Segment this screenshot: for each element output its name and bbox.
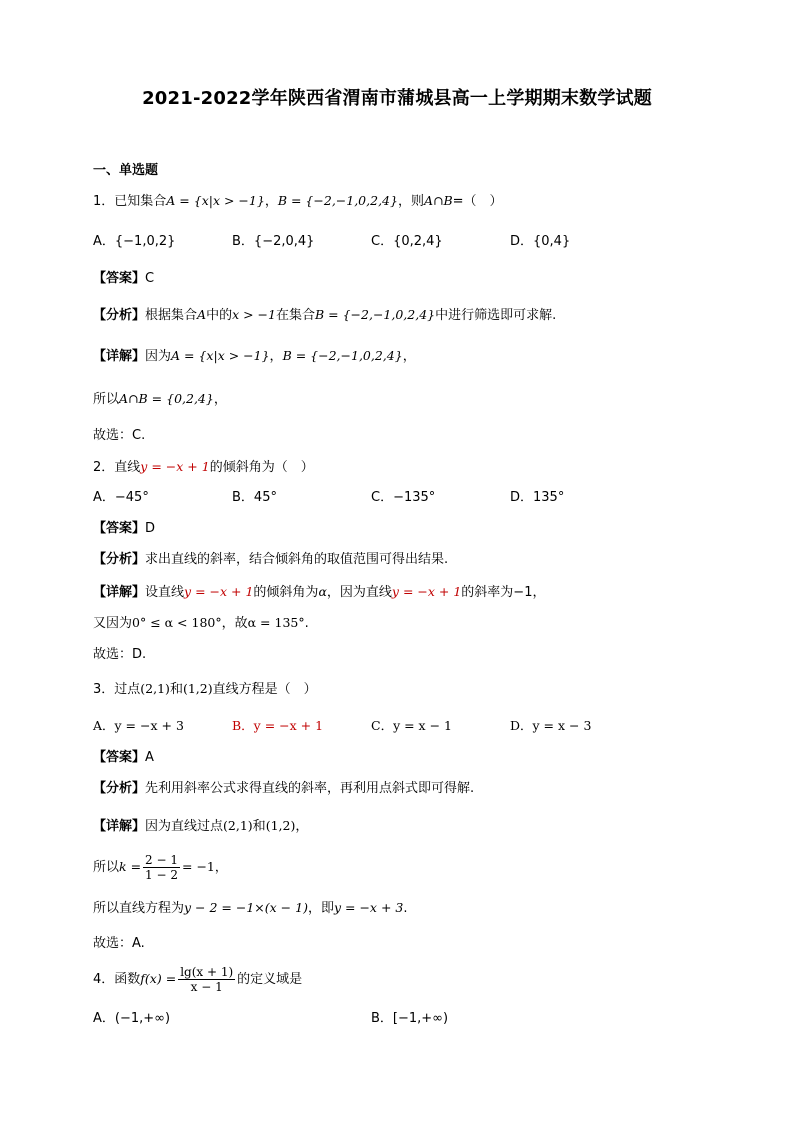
conclusion: 故选：C. xyxy=(93,428,146,443)
option-d: D．135° xyxy=(510,490,565,505)
question-number: 1． xyxy=(93,194,115,209)
question-number: 2． xyxy=(93,460,115,475)
detail-line: 又因为0° ≤ α < 180°，故α = 135°. xyxy=(93,615,309,631)
question-2: 2．直线y = −x + 1的倾斜角为（ ） xyxy=(93,459,314,475)
analysis: 【分析】先利用斜率公式求得直线的斜率，再利用点斜式即可得解. xyxy=(93,781,475,796)
section-title: 一、单选题 xyxy=(93,163,159,178)
detail-line: 所以A∩B = {0,2,4}， xyxy=(93,391,227,407)
question-3: 3．过点(2,1)和(1,2)直线方程是（ ） xyxy=(93,681,317,697)
analysis: 【分析】根据集合A中的x > −1在集合B = {−2,−1,0,2,4}中进行筛选即可求解. xyxy=(93,307,557,323)
conclusion: 故选：A. xyxy=(93,936,145,951)
function-fraction: $\frac{\lg(x + 1)}{x - 1}$ xyxy=(180,965,234,994)
page-title: 2021-2022学年陕西省渭南市蒲城县高一上学期期末数学试题 xyxy=(142,88,652,109)
question-4: 4．函数f(x) = $\frac{\lg(x + 1)}{x - 1}$ 的定义域是 xyxy=(93,965,303,994)
slope-fraction: $\frac{2 - 1}{1 - 2}$ xyxy=(145,853,178,882)
answer: 【答案】A xyxy=(93,750,154,765)
option-a: A．(−1,+∞) xyxy=(93,1011,171,1026)
option-b: B．[−1,+∞) xyxy=(371,1011,449,1026)
option-a: A．−45° xyxy=(93,490,149,505)
option-b: B．45° xyxy=(232,490,277,505)
detail: 【详解】因为直线过点(2,1)和(1,2)， xyxy=(93,818,309,834)
option-d: D．{0,4} xyxy=(510,234,571,249)
option-c: C．−135° xyxy=(371,490,436,505)
detail: 【详解】设直线y = −x + 1的倾斜角为α，因为直线y = −x + 1的斜率为−1， xyxy=(93,584,546,600)
question-number: 3． xyxy=(93,682,115,697)
answer: 【答案】D xyxy=(93,521,156,536)
option-a: A．{−1,0,2} xyxy=(93,234,176,249)
analysis: 【分析】求出直线的斜率，结合倾斜角的取值范围可得出结果. xyxy=(93,552,449,567)
option-b: B．y = −x + 1 xyxy=(232,718,324,733)
question-1: 1．已知集合A = {x|x > −1}，B = {−2,−1,0,2,4}，则A∩B=（ ） xyxy=(93,193,503,209)
slope-line: 所以k = $\frac{2 - 1}{1 - 2}$ = −1， xyxy=(93,853,228,882)
option-b: B．{−2,0,4} xyxy=(232,234,315,249)
conclusion: 故选：D. xyxy=(93,647,147,662)
option-c: C．{0,2,4} xyxy=(371,234,443,249)
option-c: C．y = x − 1 xyxy=(371,718,452,733)
option-d: D．y = x − 3 xyxy=(510,718,592,733)
question-number: 4． xyxy=(93,972,115,987)
option-a: A．y = −x + 3 xyxy=(93,718,184,733)
answer: 【答案】C xyxy=(93,271,155,286)
equation-line: 所以直线方程为y − 2 = −1×(x − 1)，即y = −x + 3. xyxy=(93,900,408,916)
detail: 【详解】因为A = {x|x > −1}，B = {−2,−1,0,2,4}， xyxy=(93,348,416,364)
